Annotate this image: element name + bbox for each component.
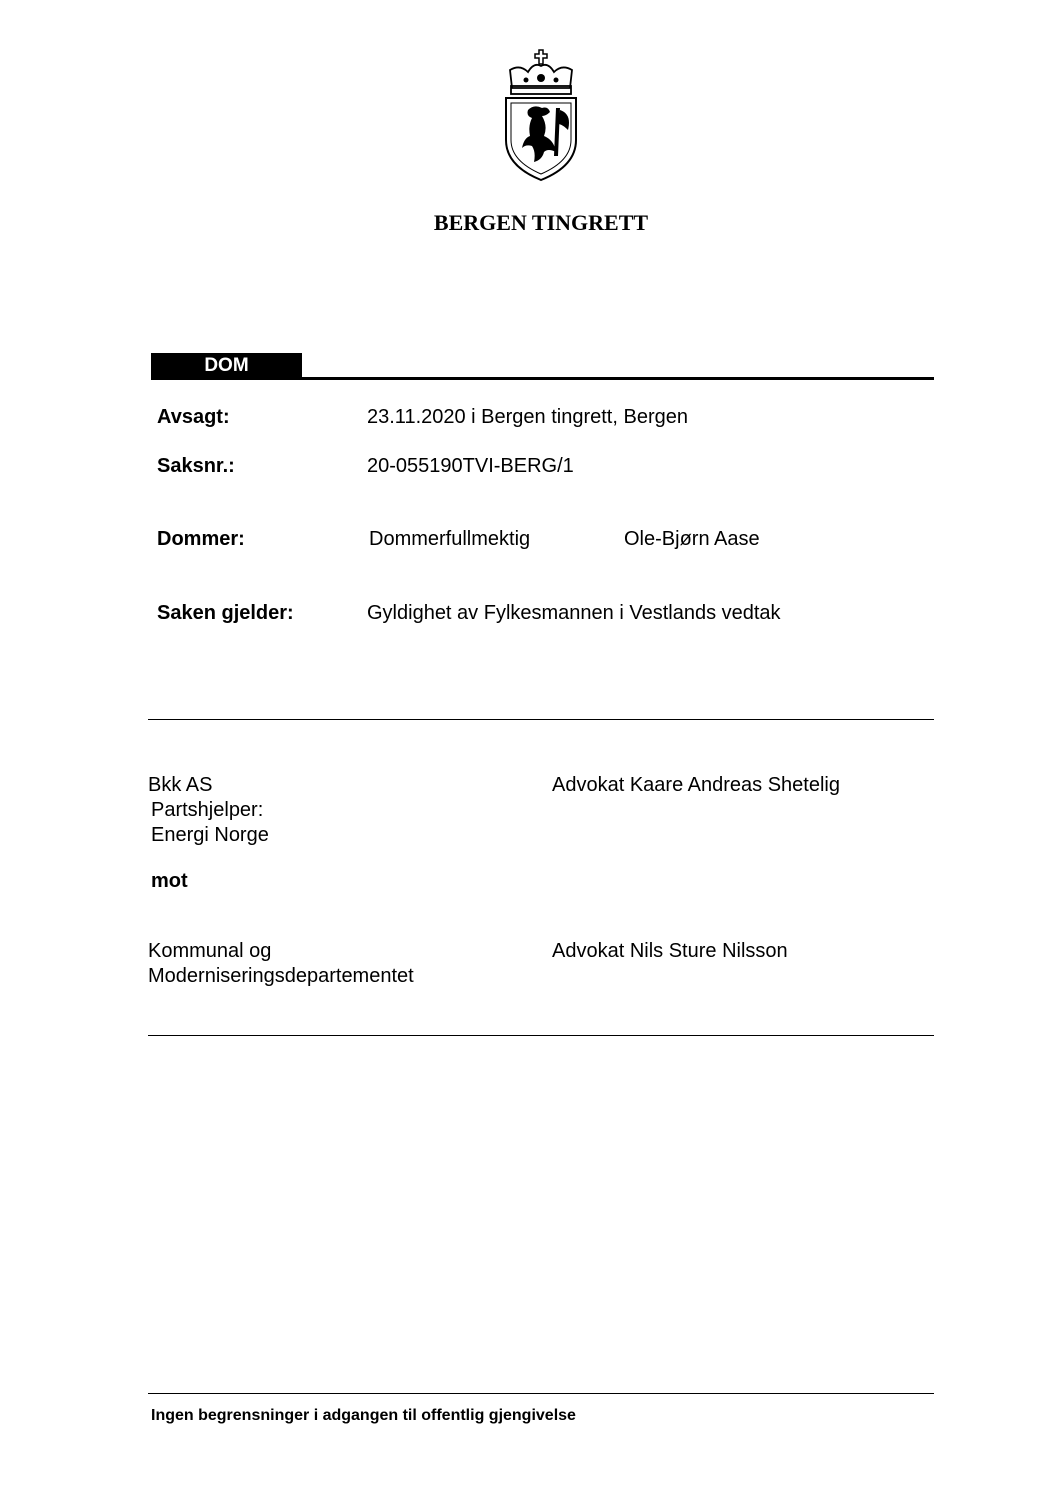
avsagt-label: Avsagt: xyxy=(157,406,230,428)
publication-note: Ingen begrensninger i adgangen til offentlig gjengivelse xyxy=(151,1407,576,1424)
saken-gjelder-label: Saken gjelder: xyxy=(157,602,294,624)
intervener-label: Partshjelper: xyxy=(151,799,264,821)
versus-label: mot xyxy=(151,870,188,892)
coat-of-arms-icon xyxy=(498,48,584,184)
footer-rule xyxy=(148,1393,934,1394)
saksnr-label: Saksnr.: xyxy=(157,455,235,477)
section-divider xyxy=(148,719,934,720)
dommer-name: Ole-Bjørn Aase xyxy=(624,528,760,550)
plaintiff-name: Bkk AS xyxy=(148,774,213,796)
court-name: BERGEN TINGRETT xyxy=(433,210,649,235)
saken-gjelder-value: Gyldighet av Fylkesmannen i Vestlands vedtak xyxy=(367,602,781,624)
document-type-badge: DOM xyxy=(151,353,302,378)
saksnr-value: 20-055190TVI-BERG/1 xyxy=(367,455,574,477)
header-rule xyxy=(151,377,934,380)
dommer-title: Dommerfullmektig xyxy=(369,528,531,550)
avsagt-value: 23.11.2020 i Bergen tingrett, Bergen xyxy=(367,406,688,428)
defendant-name-line2: Moderniseringsdepartementet xyxy=(148,965,414,987)
parties-divider xyxy=(148,1035,934,1036)
defendant-name-line1: Kommunal og xyxy=(148,940,272,962)
intervener-name: Energi Norge xyxy=(151,824,269,846)
plaintiff-counsel: Advokat Kaare Andreas Shetelig xyxy=(552,774,840,796)
defendant-counsel: Advokat Nils Sture Nilsson xyxy=(552,940,788,962)
dommer-label: Dommer: xyxy=(157,528,245,550)
